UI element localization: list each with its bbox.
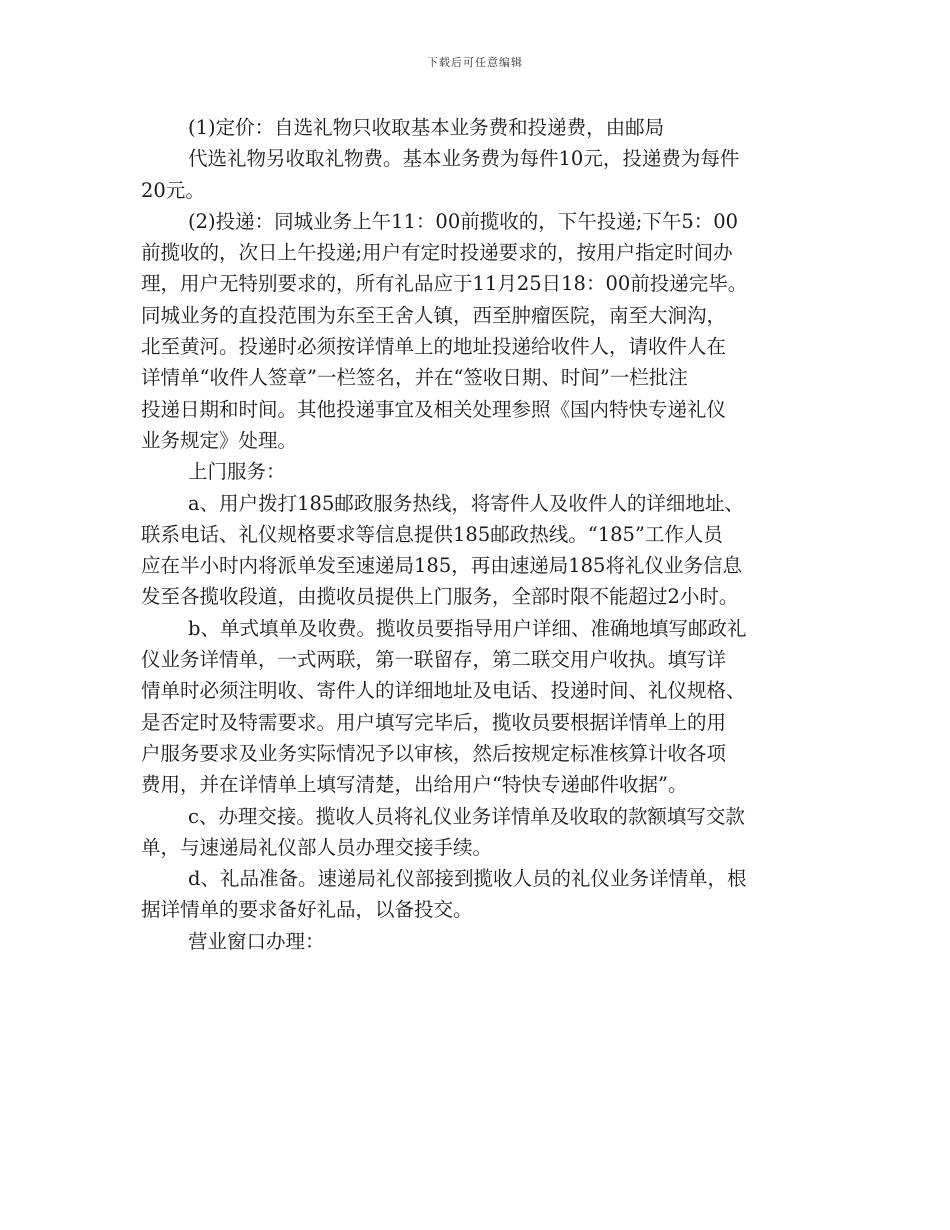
page-header: 下载后可任意编辑 — [427, 56, 523, 69]
text-line: 单，与速递局礼仪部人员办理交接手续。 — [141, 835, 493, 859]
text-line: 联系电话、礼仪规格要求等信息提供185邮政热线。“185”工作人员 — [141, 522, 723, 546]
text-line: d、礼品准备。速递局礼仪部接到揽收人员的礼仪业务详情单，根 — [188, 867, 747, 891]
text-line: (2)投递：同城业务上午11：00前揽收的，下午投递;下午5：00 — [188, 209, 739, 233]
text-line: 投递日期和时间。其他投递事宜及相关处理参照《国内特快专递礼仪 — [141, 397, 727, 421]
text-line: 户服务要求及业务实际情况予以审核，然后按规定标准核算计收各项 — [141, 741, 727, 765]
text-line: 详情单“收件人签章”一栏签名，并在“签收日期、时间”一栏批注 — [141, 366, 688, 390]
text-line: 业务规定》处理。 — [141, 428, 298, 452]
text-line: (1)定价：自选礼物只收取基本业务费和投递费，由邮局 — [188, 116, 665, 139]
text-line: b、单式填单及收费。揽收员要指导用户详细、准确地填写邮政礼 — [188, 616, 747, 640]
document-body — [141, 112, 809, 957]
text-line: 费用，并在详情单上填写清楚，出给用户“特快专递邮件收据”。 — [141, 773, 688, 797]
text-line: 应在半小时内将派单发至速递局185，再由速递局185将礼仪业务信息 — [141, 554, 742, 578]
text-line: 仪业务详情单，一式两联，第一联留存，第二联交用户收执。填写详 — [141, 648, 727, 672]
text-line: 北至黄河。投递时必须按详情单上的地址投递给收件人，请收件人在 — [141, 335, 727, 359]
text-line: 情单时必须注明收、寄件人的详细地址及电话、投递时间、礼仪规格、 — [141, 679, 746, 703]
text-line: 据详情单的要求备好礼品，以备投交。 — [141, 898, 473, 922]
text-line: 20元。 — [141, 178, 205, 202]
text-line: 前揽收的，次日上午投递;用户有定时投递要求的，按用户指定时间办 — [141, 241, 733, 265]
text-line: c、办理交接。揽收人员将礼仪业务详情单及收取的款额填写交款 — [188, 804, 745, 828]
text-line: a、用户拨打185邮政服务热线，将寄件人及收件人的详细地址、 — [188, 491, 744, 515]
text-line: 理，用户无特别要求的，所有礼品应于11月25日18：00前投递完毕。 — [141, 272, 748, 296]
section-heading: 营业窗口办理： — [188, 929, 325, 953]
text-line: 代选礼物另收取礼物费。基本业务费为每件10元，投递费为每件 — [188, 147, 740, 171]
text-line: 同城业务的直投范围为东至王舍人镇，西至肿瘤医院，南至大涧沟， — [141, 303, 727, 327]
section-heading: 上门服务： — [188, 460, 286, 484]
text-line: 发至各揽收段道，由揽收员提供上门服务，全部时限不能超过2小时。 — [141, 585, 739, 609]
text-line: 是否定时及特需要求。用户填写完毕后，揽收员要根据详情单上的用 — [141, 710, 727, 734]
